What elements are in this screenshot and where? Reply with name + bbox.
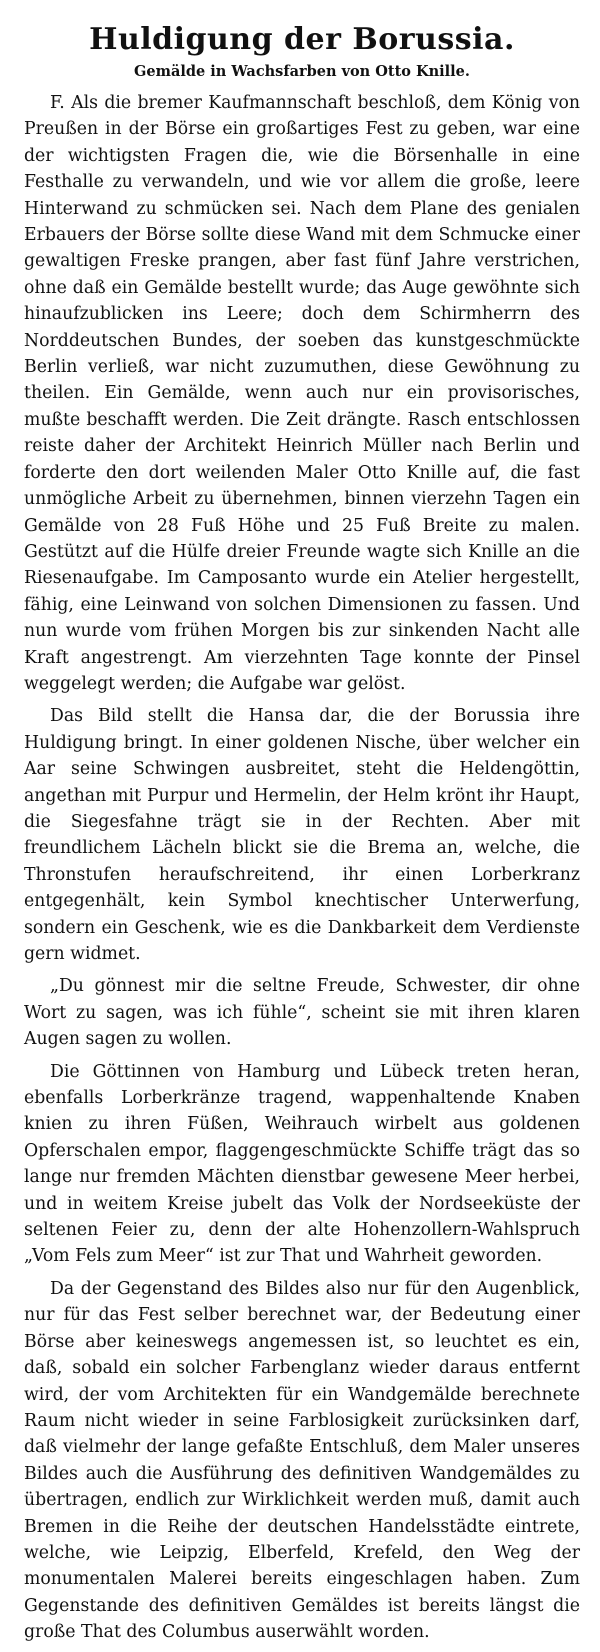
paragraph-3: „Du gönnest mir die seltne Freude, Schwester, dir ohne Wort zu sagen, was ich fühle“, scheint sie mit ihren klaren Augen sagen zu wollen. — [24, 976, 580, 1050]
paragraph-4: Die Göttinnen von Hamburg und Lübeck treten heran, ebenfalls Lorberkränze tragend, wappenhaltende Knaben knien zu ihren Füßen, Weihrauch wirbelt aus goldenen Opferschalen empor, flaggengeschmückte Schiffe trägt das so lange nur fremden Mächten dienstbar gewesene Meer herbei, und in weitem Kreise jubelt das Volk der Nordseeküste der seltenen Feier zu, denn der alte Hohenzollern-Wahlspruch „Vom Fels zum Meer“ ist zur That und Wahrheit geworden. — [24, 1061, 580, 1267]
article-subtitle: Gemälde in Wachsfarben von Otto Knille. — [134, 63, 470, 80]
article — [24, 22, 580, 1652]
article-title: Huldigung der Borussia. — [89, 22, 515, 57]
paragraph-5: Da der Gegenstand des Bildes also nur für den Augenblick, nur für das Fest selber berechnet war, der Bedeutung einer Börse aber keineswegs angemessen ist, so leuchtet es ein, daß, sobald ein solcher Farbenglanz wieder daraus entfernt wird, der vom Architekten für ein Wandgemälde berechnete Raum nicht wieder in seine Farblosigkeit zurücksinken darf, daß vielmehr der lange gefaßte Entschluß, dem Maler unseres Bildes auch die Ausführung des definitiven Wandgemäldes zu übertragen, endlich zur Wirklichkeit werden muß, damit auch Bremen in die Reihe der deutschen Handelsstädte eintrete, welche, wie Leipzig, Elberfeld, Krefeld, den Weg der monumentalen Malerei bereits eingeschlagen haben. Zum Gegenstande des definitiven Gemäldes ist bereits längst die große That des Columbus auserwählt worden. — [24, 1278, 580, 1643]
paragraph-1: F. Als die bremer Kaufmannschaft beschloß, dem König von Preußen in der Börse ein großartiges Fest zu geben, war eine der wichtigsten Fragen die, wie die Börsenhalle in eine Festhalle zu verwandeln, und wie vor allem die große, leere Hinterwand zu schmücken sei. Nach dem Plane des genialen Erbauers der Börse sollte diese Wand mit dem Schmucke einer gewaltigen Freske prangen, aber fast fünf Jahre verstrichen, ohne daß ein Gemälde bestellt wurde; das Auge gewöhnte sich hinaufzublicken ins Leere; doch dem Schirmherrn des Norddeutschen Bundes, der soeben das kunstgeschmückte Berlin verließ, war nicht zuzumuthen, diese Gewöhnung zu theilen. Ein Gemälde, wenn auch nur ein provisorisches, mußte beschafft werden. Die Zeit drängte. Rasch entschlossen reiste daher der Architekt Heinrich Müller nach Berlin und forderte den dort weilenden Maler Otto Knille auf, die fast unmögliche Arbeit zu übernehmen, binnen vierzehn Tagen ein Gemälde von 28 Fuß Höhe und 25 Fuß Breite zu malen. Gestützt auf die Hülfe dreier Freunde wagte sich Knille an die Riesenaufgabe. Im Camposanto wurde ein Atelier hergestellt, fähig, eine Leinwand von solchen Dimensionen zu fassen. Und nun wurde vom frühen Morgen bis zur sinkenden Nacht alle Kraft angestrengt. Am vierzehnten Tage konnte der Pinsel weggelegt werden; die Aufgabe war gelöst. — [24, 93, 580, 694]
paragraph-2: Das Bild stellt die Hansa dar, die der Borussia ihre Huldigung bringt. In einer goldenen Nische, über welcher ein Aar seine Schwingen ausbreitet, steht die Heldengöttin, angethan mit Purpur und Hermelin, der Helm krönt ihr Haupt, die Siegesfahne trägt sie in der Rechten. Aber mit freundlichem Lächeln blickt sie die Brema an, welche, die Thronstufen heraufschreitend, ihr einen Lorberkranz entgegenhält, kein Symbol knechtischer Unterwerfung, sondern ein Geschenk, wie es die Dankbarkeit dem Verdienste gern widmet. — [24, 706, 580, 964]
